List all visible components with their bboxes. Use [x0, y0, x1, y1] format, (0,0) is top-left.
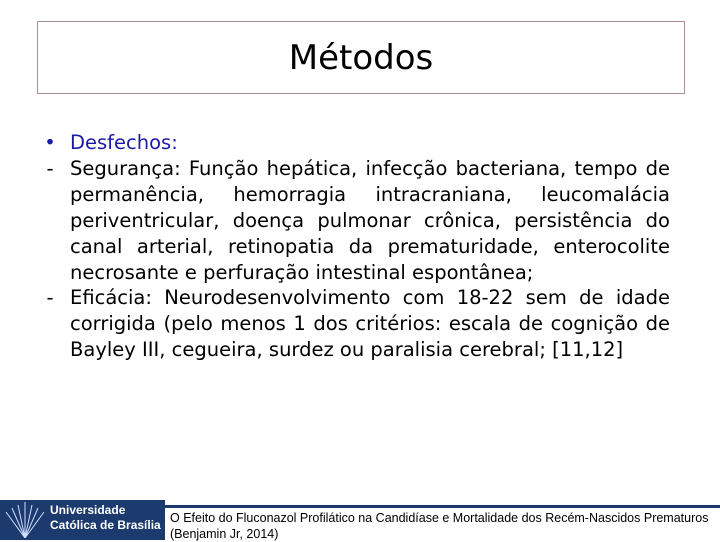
- cathedral-icon: [4, 502, 46, 538]
- list-item-safety: [30, 156, 670, 286]
- slide-content: [30, 130, 670, 363]
- bullet-outcomes: [30, 130, 670, 156]
- logo-line2: Católica de Brasília: [50, 518, 161, 532]
- footer-divider: [165, 505, 720, 508]
- logo-line1: Universidade: [50, 503, 126, 517]
- item-text: Eficácia: Neurodesenvolvimento com 18-22 sem de idade corrigida (pelo menos 1 dos critérios: escala de cognição de Bayley III, cegueira, surdez ou paralisia cerebral; [11,12]: [70, 286, 670, 362]
- list-item-efficacy: [30, 285, 670, 363]
- footer-citation: O Efeito do Fluconazol Profilático na Candidíase e Mortalidade dos Recém-Nascidos Prematuros (Benjamin Jr, 2014): [170, 511, 709, 541]
- dash-marker: -: [46, 156, 54, 180]
- university-logo: [0, 500, 165, 540]
- item-text: Segurança: Função hepática, infecção bacteriana, tempo de permanência, hemorragia intracraniana, leucomalácia periventricular, doença pulmonar crônica, persistência do canal arterial, retinopatia da prematuridade, enterocolite necrosante e perfuração intestinal espontânea;: [70, 156, 670, 284]
- slide-title: Métodos: [288, 37, 434, 78]
- bullet-marker: •: [44, 131, 56, 154]
- bullet-text: Desfechos:: [70, 131, 178, 154]
- title-box: [37, 21, 685, 94]
- dash-marker: -: [46, 286, 54, 310]
